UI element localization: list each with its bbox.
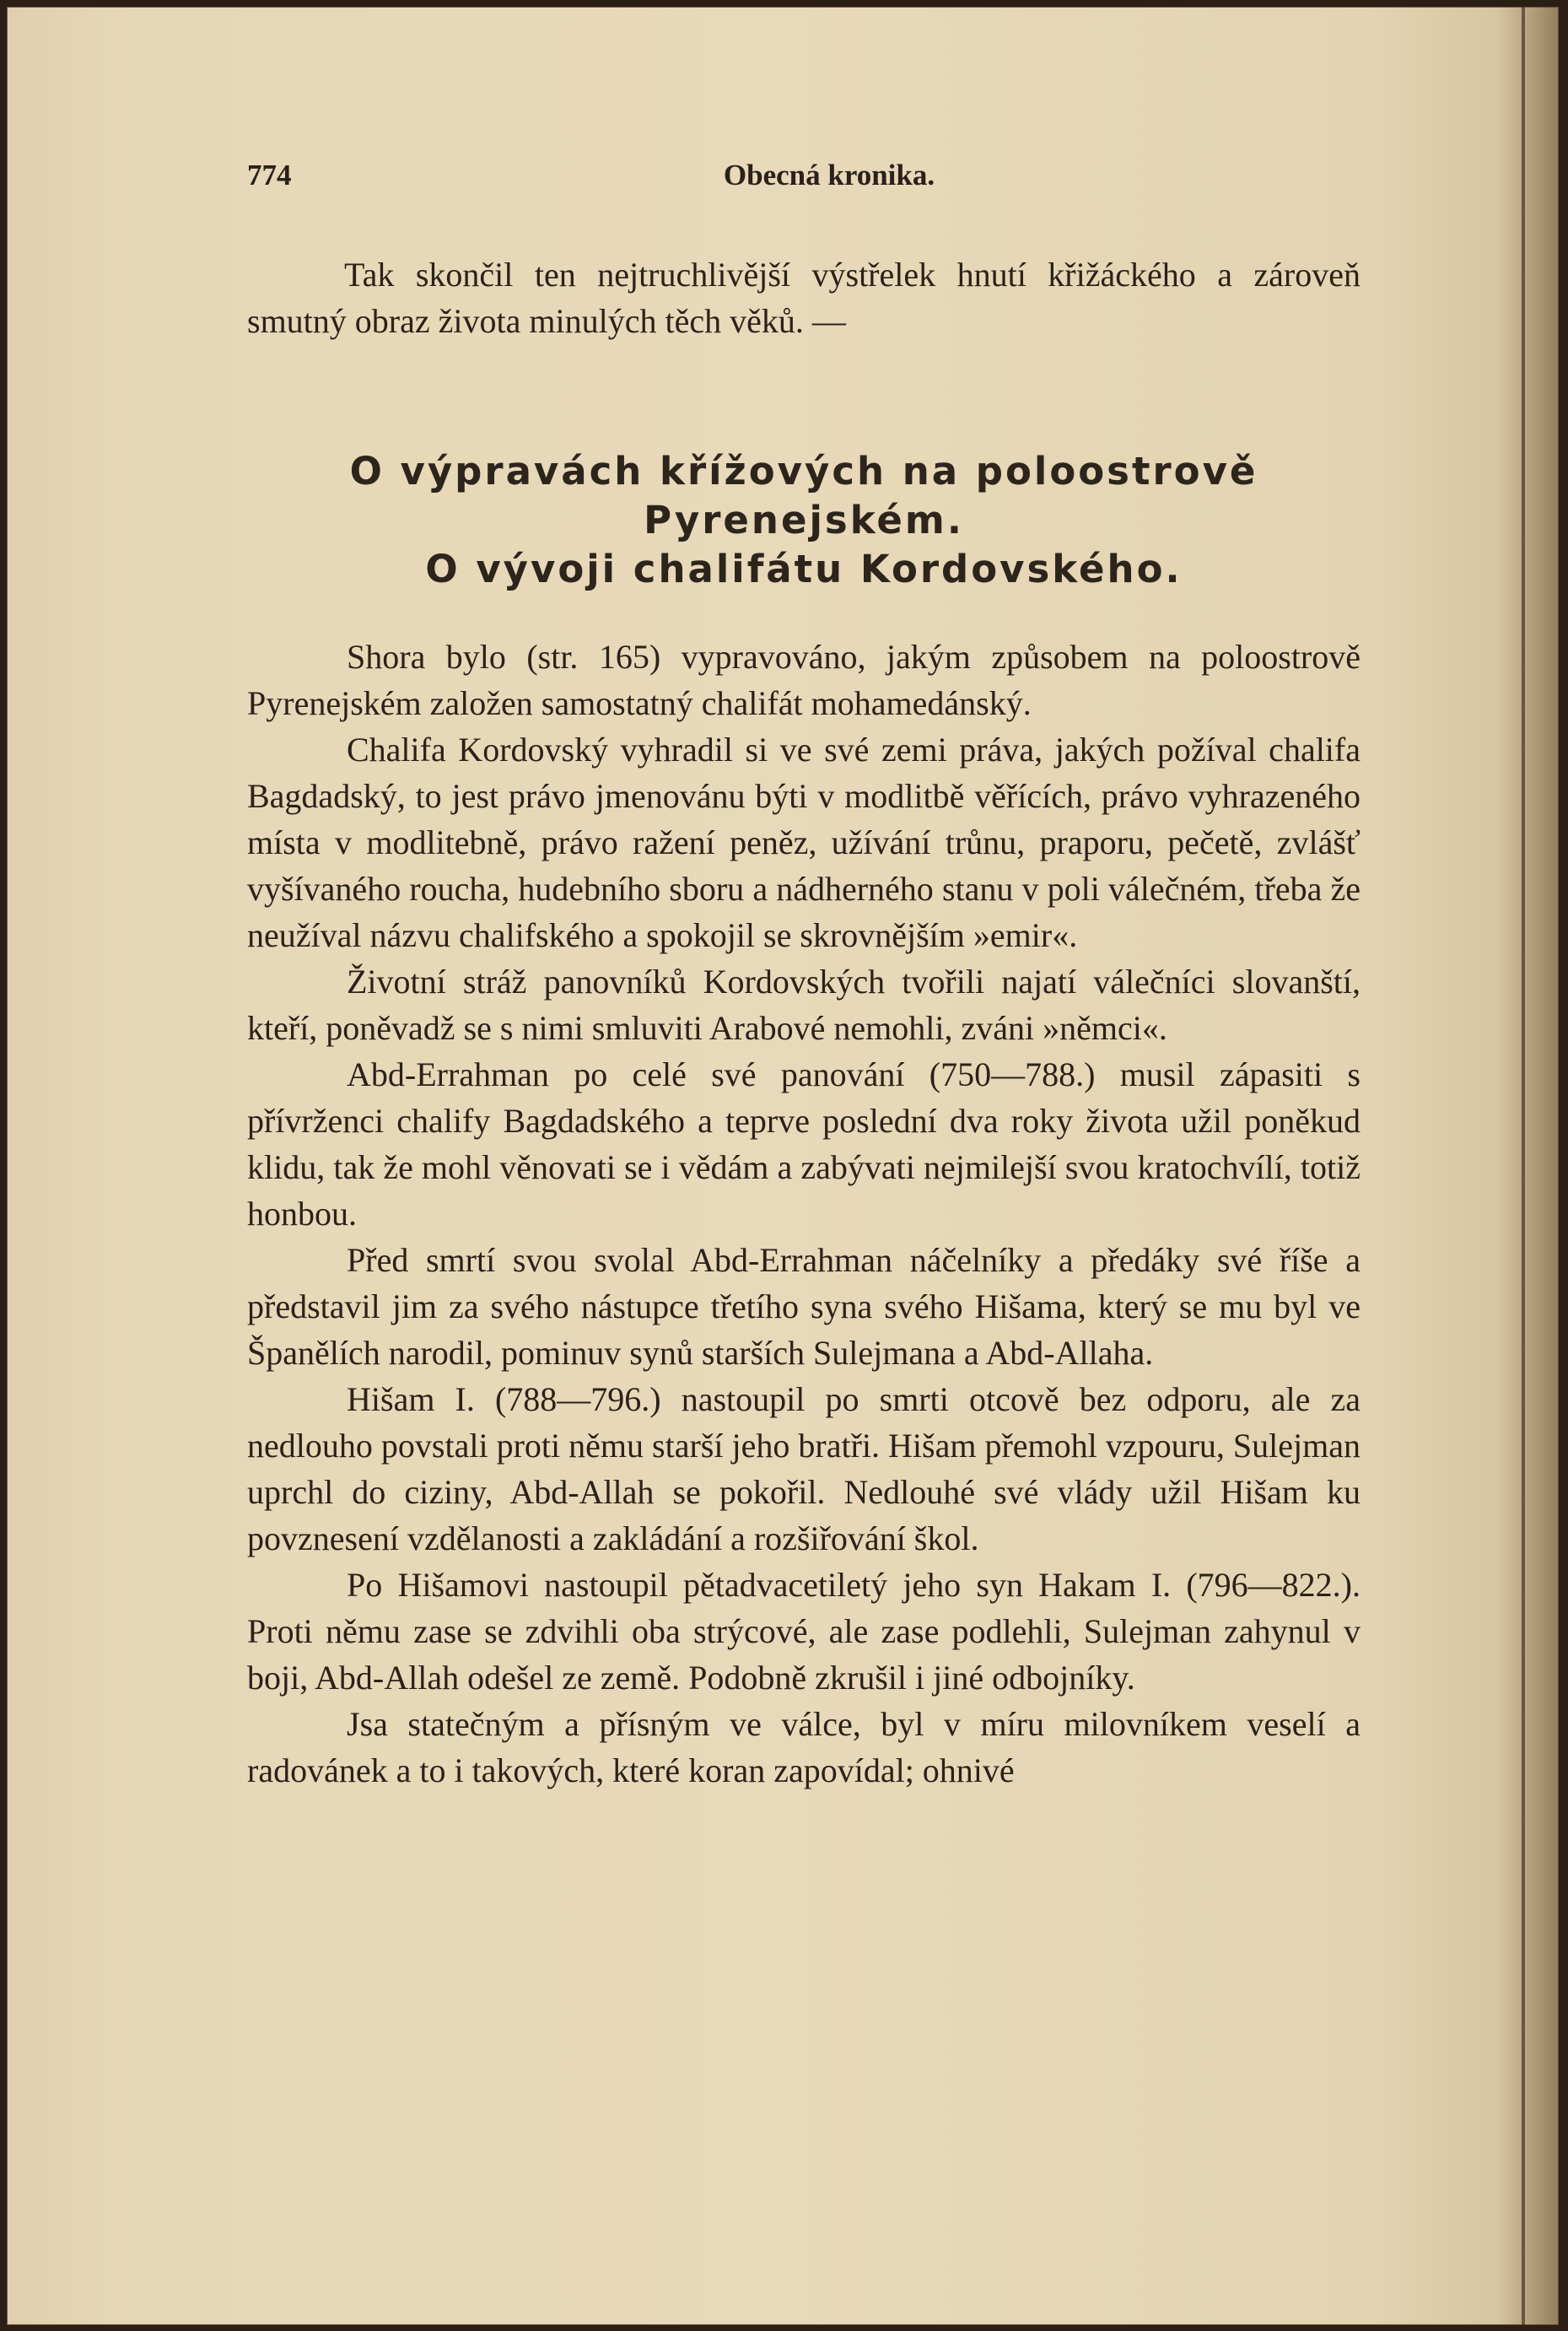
paragraph-closing: Tak skončil ten nejtruchlivější výstřelek hnutí křižáckého a zároveň smutný obraz života minulých těch věků. — [247,256,1361,340]
paragraph-7: Po Hišamovi nastoupil pětadvacetiletý jeho syn Hakam I. (796—822.). Proti němu zase se zdvihli oba strýcové, ale zase podlehli, Sulejman zahynul v boji, Abd-Allah odešel ze země. Podobně zkrušil i jiné odbojníky. [247,1566,1361,1697]
book-page [7,7,1559,2325]
paragraph-6: Hišam I. (788—796.) nastoupil po smrti otcově bez odporu, ale za nedlouho povstali proti němu starší jeho bratři. Hišam přemohl vzpouru, Sulejman uprchl do ciziny, Abd-Allah se pokořil. Nedlouhé své vlády užil Hišam ku povznesení vzdělanosti a zakládání a rozšiřování škol. [247,1380,1361,1557]
paragraph-3: Životní stráž panovníků Kordovských tvořili najatí válečníci slovanští, kteří, poněvadž se s nimi smluviti Arabové nemohli, zváni »němci«. [247,963,1361,1047]
heading-line-3: O vývoji chalifátu Kordovského. [425,547,1183,591]
paragraph-8: Jsa statečným a přísným ve válce, byl v míru milovníkem veselí a radovánek a to i takových, které koran zapovídal; ohnivé [247,1705,1361,1789]
paragraph-1: Shora bylo (str. 165) vypravováno, jakým způsobem na poloostrově Pyrenejském založen samostatný chalifát mohamedánský. [247,638,1361,722]
page-number: 774 [247,159,292,192]
heading-line-1: O výpravách křížových na poloostrově [349,449,1258,494]
page-gutter-shadow [1498,7,1559,2325]
paragraph-5: Před smrtí svou svolal Abd-Errahman náčelníky a předáky své říše a představil jim za svého nástupce třetího syna svého Hišama, který se mu byl ve Španělích narodil, pominuv synů starších Sulejmana a Abd-Allaha. [247,1241,1361,1372]
main-text [247,251,1361,1794]
running-head [247,159,1377,204]
section-heading [247,447,1361,594]
binding-edge [1522,7,1525,2325]
paragraph-2: Chalifa Kordovský vyhradil si ve své zemi práva, jakých požíval chalifa Bagdadský, to jest právo jmenovánu býti v modlitbě věřících, právo vyhrazeného místa v modlitebně, právo ražení peněz, užívání trůnu, praporu, pečetě, zvlášť vyšívaného roucha, hudebního sboru a nádherného stanu v poli válečném, třeba že neužíval názvu chalifského a spokojil se skrovnějším »emir«. [247,731,1361,954]
paragraph-4: Abd-Errahman po celé své panování (750—788.) musil zápasiti s přívrženci chalify Bagdadského a teprve poslední dva roky života užil poněkud klidu, tak že mohl věnovati se i vědám a zabývati nejmilejší svou kratochvílí, totiž honbou. [247,1055,1361,1233]
heading-line-2: Pyrenejském. [644,498,964,542]
running-title: Obecná kronika. [723,159,935,192]
